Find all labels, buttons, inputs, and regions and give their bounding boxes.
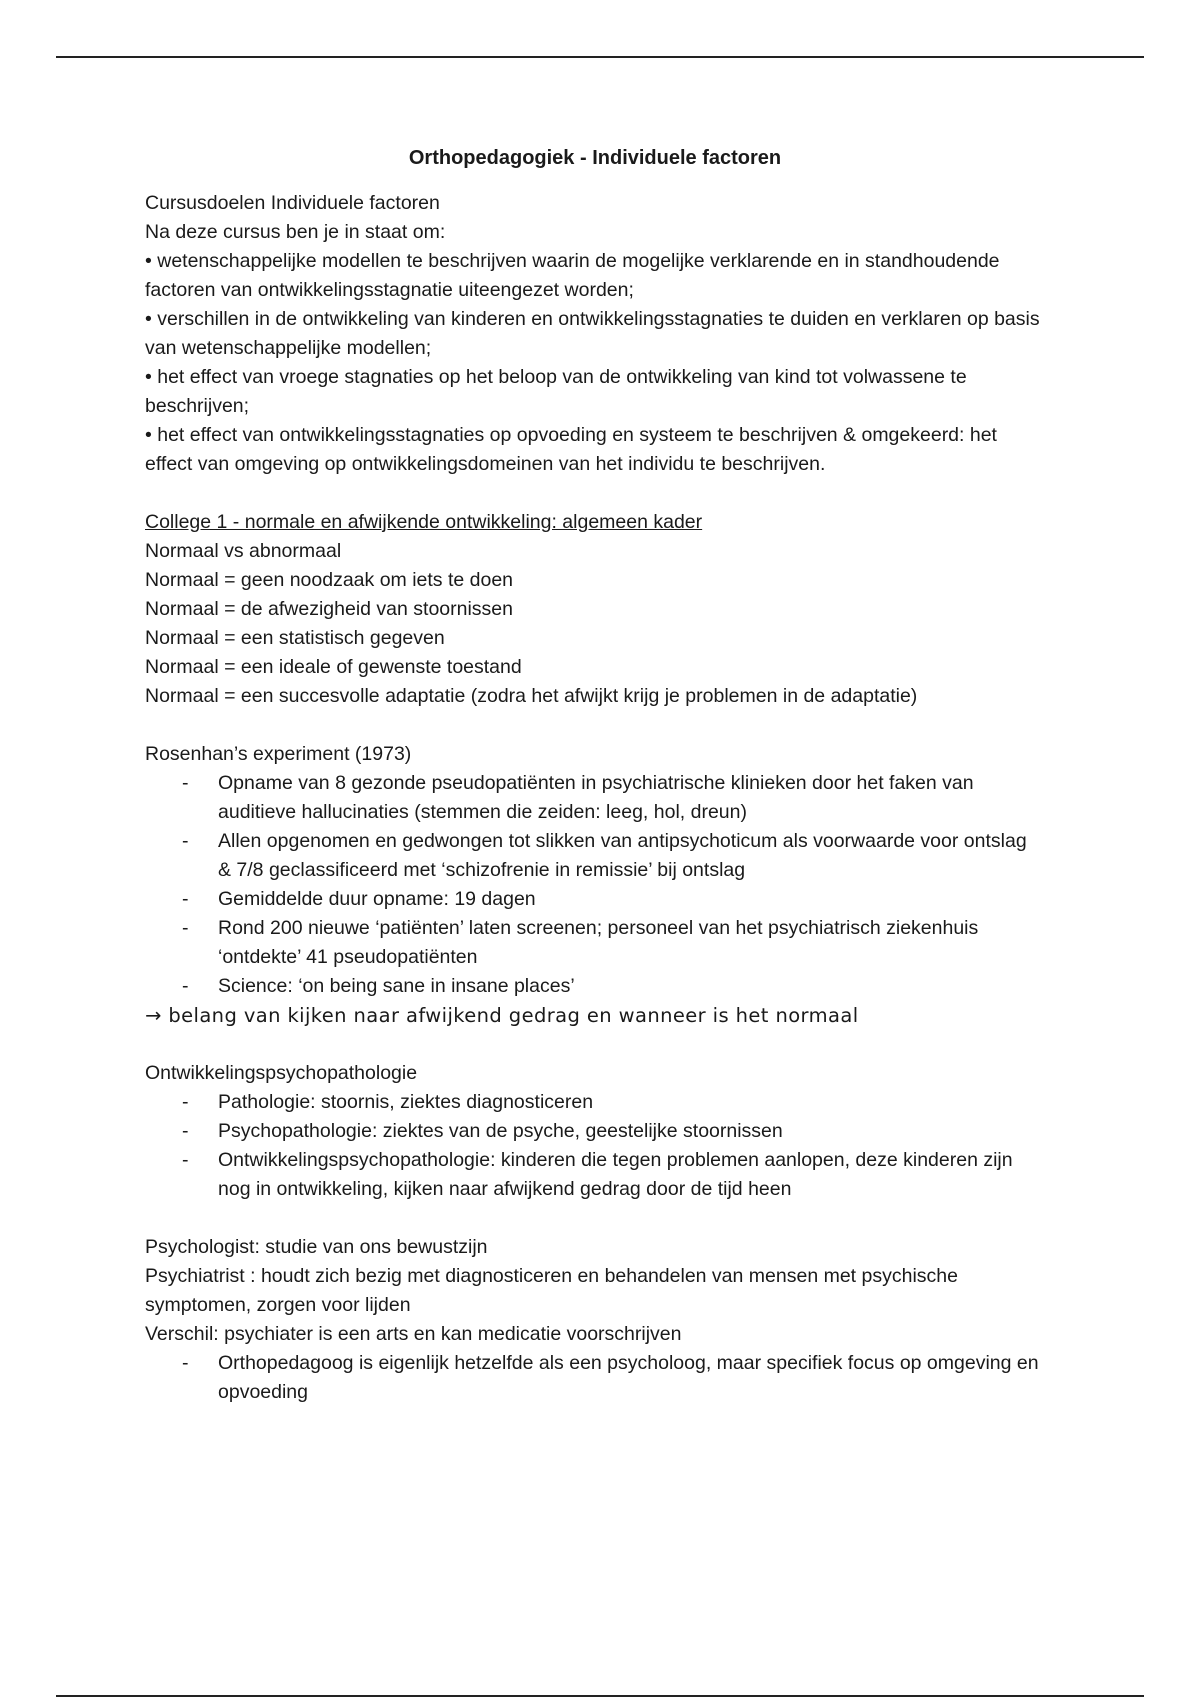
- normal-line: Normaal = een statistisch gegeven: [145, 627, 445, 649]
- goal-item: • het effect van ontwikkelingsstagnaties op opvoeding en systeem te beschrijven & omgekeerd: het effect van omgeving op ontwikkelingsdomeinen van het individu te beschrijven.: [145, 424, 997, 475]
- document-body: [145, 144, 1045, 1407]
- document-title: Orthopedagogiek - Individuele factoren: [408, 147, 782, 169]
- normal-line: Normaal = geen noodzaak om iets te doen: [145, 569, 514, 591]
- goals-heading: Cursusdoelen Individuele factoren: [145, 192, 440, 214]
- rosenhan-conclusion: → belang van kijken naar afwijkend gedrag en wanneer is het normaal: [145, 1004, 859, 1027]
- list-item: - Ontwikkelingspsychopathologie: kinderen die tegen problemen aanlopen, deze kinderen zijn nog in ontwikkeling, kijken naar afwijkend gedrag door de tijd heen: [145, 1146, 1045, 1204]
- list-item: - Opname van 8 gezonde pseudopatiënten in psychiatrische klinieken door het faken van auditieve hallucinaties (stemmen die zeiden: leeg, hol, dreun): [145, 769, 1045, 827]
- ontwikkelingspsychopathologie-section: [145, 1059, 1045, 1204]
- normal-line: Normaal = een ideale of gewenste toestand: [145, 656, 522, 678]
- professions-section: [145, 1233, 1045, 1407]
- list-item: - Psychopathologie: ziektes van de psyche, geestelijke stoornissen: [145, 1117, 1045, 1146]
- rosenhan-heading: Rosenhan’s experiment (1973): [145, 743, 412, 765]
- list-item: - Science: ‘on being sane in insane places’: [145, 972, 1045, 1001]
- bottom-rule: [56, 1695, 1144, 1697]
- college-1-section: [145, 508, 1045, 711]
- rosenhan-list: [145, 769, 1045, 1001]
- ontwikkeling-heading: Ontwikkelingspsychopathologie: [145, 1062, 418, 1084]
- list-item: - Pathologie: stoornis, ziektes diagnosticeren: [145, 1088, 1045, 1117]
- list-item: - Gemiddelde duur opname: 19 dagen: [145, 885, 1045, 914]
- list-item: - Allen opgenomen en gedwongen tot slikken van antipsychoticum als voorwaarde voor ontslag & 7/8 geclassificeerd met ‘schizofrenie in remissie’ bij ontslag: [145, 827, 1045, 885]
- top-rule: [56, 56, 1144, 58]
- goals-intro: Na deze cursus ben je in staat om:: [145, 221, 446, 243]
- psychologist-line: Psychologist: studie van ons bewustzijn: [145, 1236, 488, 1258]
- course-goals-section: [145, 189, 1045, 479]
- rosenhan-section: [145, 740, 1045, 1030]
- normal-line: Normaal = een succesvolle adaptatie (zodra het afwijkt krijg je problemen in de adaptatie): [145, 685, 918, 707]
- college-1-heading: College 1 - normale en afwijkende ontwikkeling: algemeen kader: [145, 511, 703, 533]
- ontwikkeling-list: [145, 1088, 1045, 1204]
- professions-list: [145, 1349, 1045, 1407]
- goal-item: • wetenschappelijke modellen te beschrijven waarin de mogelijke verklarende en in standhoudende factoren van ontwikkelingsstagnatie uiteengezet worden;: [145, 250, 1000, 301]
- normal-line: Normaal = de afwezigheid van stoornissen: [145, 598, 513, 620]
- normal-line: Normaal vs abnormaal: [145, 540, 342, 562]
- list-item: - Rond 200 nieuwe ‘patiënten’ laten screenen; personeel van het psychiatrisch ziekenhuis ‘ontdekte’ 41 pseudopatiënten: [145, 914, 1045, 972]
- goal-item: • verschillen in de ontwikkeling van kinderen en ontwikkelingsstagnaties te duiden en verklaren op basis van wetenschappelijke modellen;: [145, 308, 1040, 359]
- psychiatrist-line: Psychiatrist : houdt zich bezig met diagnosticeren en behandelen van mensen met psychische symptomen, zorgen voor lijden: [145, 1265, 958, 1316]
- list-item: - Orthopedagoog is eigenlijk hetzelfde als een psycholoog, maar specifiek focus op omgeving en opvoeding: [145, 1349, 1045, 1407]
- difference-line: Verschil: psychiater is een arts en kan medicatie voorschrijven: [145, 1323, 682, 1345]
- goal-item: • het effect van vroege stagnaties op het beloop van de ontwikkeling van kind tot volwassene te beschrijven;: [145, 366, 967, 417]
